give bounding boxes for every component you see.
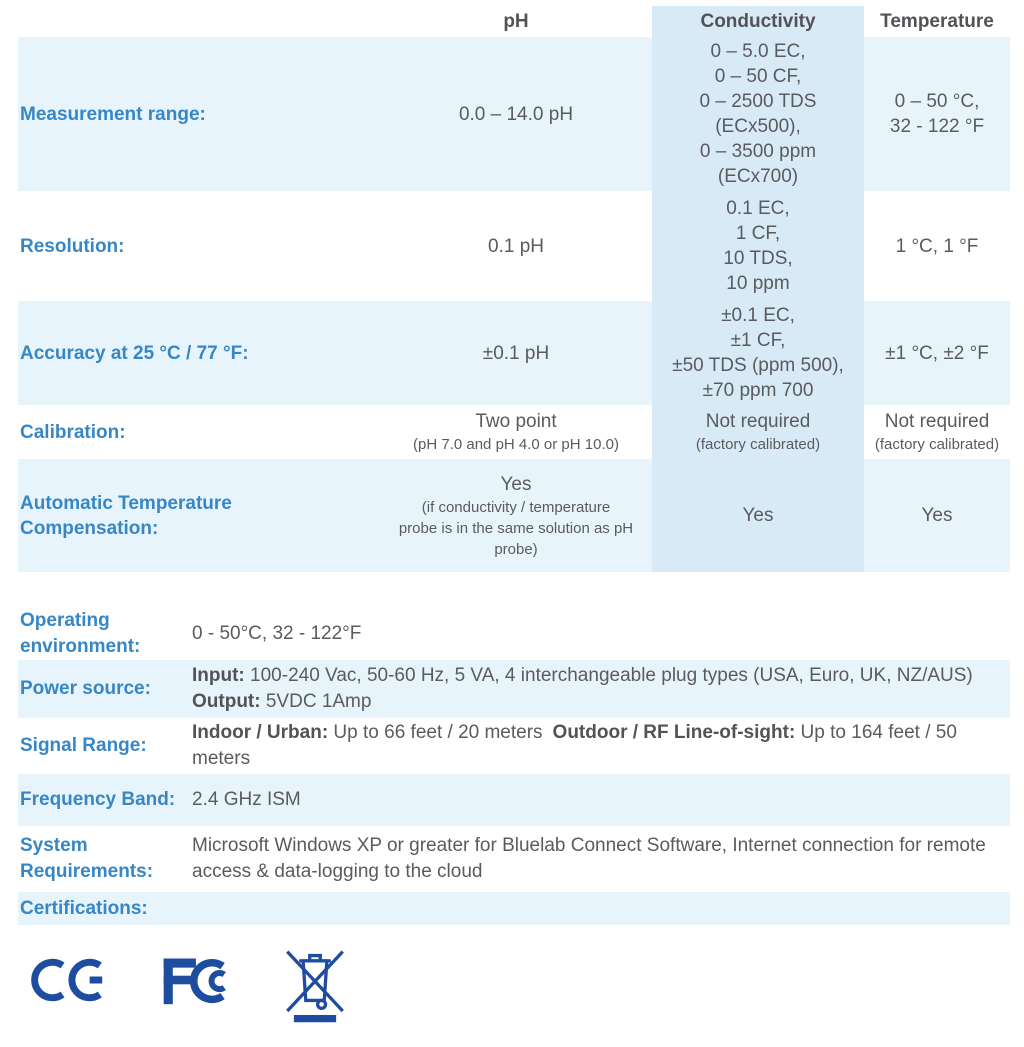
- frequency-band-value: 2.4 GHz ISM: [192, 789, 301, 810]
- ph-cell: Two point (pH 7.0 and pH 4.0 or pH 10.0): [413, 411, 619, 453]
- ph-cell: ±0.1 pH: [482, 342, 550, 364]
- spec-table-header-row: [18, 6, 1010, 37]
- row-measurement-range: [18, 37, 1010, 191]
- details-table: [18, 608, 1010, 925]
- row-certifications: [18, 892, 1010, 925]
- row-operating-environment: [18, 608, 1010, 660]
- ph-cell: 0.1 pH: [488, 235, 544, 257]
- operating-environment-value: 0 - 50°C, 32 - 122°F: [192, 623, 362, 644]
- row-power-source: [18, 660, 1010, 718]
- row-accuracy: [18, 301, 1010, 405]
- temperature-cell: 0 – 50 °C, 32 - 122 °F: [889, 91, 985, 137]
- row-label: Measurement range:: [20, 103, 206, 125]
- row-signal-range: [18, 718, 1010, 774]
- conductivity-cell: Not required (factory calibrated): [652, 405, 864, 459]
- row-label: Frequency Band:: [20, 789, 176, 810]
- row-label: Resolution:: [20, 235, 125, 257]
- conductivity-cell: 0.1 EC, 1 CF, 10 TDS, 10 ppm: [652, 191, 864, 301]
- row-label: Operating environment:: [20, 610, 141, 657]
- row-label: Calibration:: [20, 421, 126, 443]
- weee-crossed-bin-icon: [282, 937, 348, 1023]
- row-frequency-band: [18, 774, 1010, 826]
- ce-mark-icon: [30, 949, 112, 1011]
- row-label: Certifications:: [20, 897, 148, 919]
- power-source-value: Input: 100-240 Vac, 50-60 Hz, 5 VA, 4 interchangeable plug types (USA, Euro, UK, NZ/AUS) Output: 5VDC 1Amp: [192, 665, 973, 712]
- row-system-requirements: [18, 826, 1010, 892]
- row-label: Accuracy at 25 °C / 77 °F:: [20, 342, 249, 364]
- spec-sheet-page: [0, 6, 1024, 1047]
- spec-table: [18, 6, 1010, 572]
- conductivity-cell: 0 – 5.0 EC, 0 – 50 CF, 0 – 2500 TDS (ECx500), 0 – 3500 ppm (ECx700): [652, 37, 864, 191]
- temperature-cell: ±1 °C, ±2 °F: [885, 342, 989, 364]
- temperature-cell: Not required (factory calibrated): [874, 411, 1000, 453]
- row-automatic-temperature-compensation: [18, 459, 1010, 572]
- row-label: System Requirements:: [20, 835, 154, 882]
- column-header-conductivity: Conductivity: [652, 6, 864, 37]
- certification-icons: [30, 935, 1024, 1025]
- row-resolution: [18, 191, 1010, 301]
- header-empty-cell: [18, 6, 380, 37]
- row-label: Automatic Temperature Compensation:: [20, 492, 232, 539]
- signal-range-value: Indoor / Urban: Up to 66 feet / 20 meters Outdoor / RF Line-of-sight: Up to 164 feet / 50 meters: [192, 722, 957, 769]
- conductivity-cell: Yes: [652, 459, 864, 572]
- row-label: Power source:: [20, 678, 151, 699]
- row-calibration: [18, 405, 1010, 459]
- ph-cell: 0.0 – 14.0 pH: [458, 103, 574, 125]
- system-requirements-value: Microsoft Windows XP or greater for Bluelab Connect Software, Internet connection for remote access & data-logging to the cloud: [192, 835, 986, 882]
- ph-cell: Yes (if conductivity / temperature probe is in the same solution as pH probe): [398, 473, 634, 558]
- conductivity-cell: ±0.1 EC, ±1 CF, ±50 TDS (ppm 500), ±70 ppm 700: [652, 301, 864, 405]
- fcc-mark-icon: [154, 951, 240, 1009]
- row-label: Signal Range:: [20, 735, 147, 756]
- column-header-temperature: Temperature: [880, 11, 994, 32]
- column-header-ph: pH: [503, 11, 529, 32]
- temperature-cell: 1 °C, 1 °F: [895, 235, 979, 257]
- temperature-cell: Yes: [921, 505, 953, 526]
